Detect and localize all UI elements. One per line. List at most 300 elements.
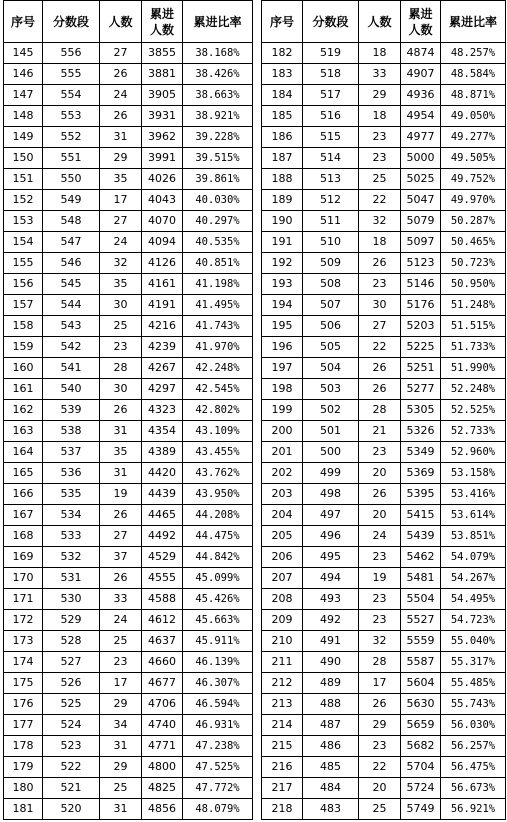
cell-seq: 167 (4, 505, 43, 526)
cell-cumulative: 4856 (142, 799, 183, 820)
table-row (4, 232, 253, 253)
table-row (262, 85, 506, 106)
cell-cumulative: 5415 (401, 505, 441, 526)
cell-seq: 156 (4, 274, 43, 295)
cell-seq: 204 (262, 505, 303, 526)
cell-cumulative: 4529 (142, 547, 183, 568)
cell-count: 24 (359, 526, 401, 547)
cell-count: 28 (359, 652, 401, 673)
cell-cumulative: 3991 (142, 148, 183, 169)
table-row (262, 421, 506, 442)
cell-count: 24 (100, 610, 142, 631)
cell-rate: 38.168% (183, 43, 253, 64)
cell-seq: 179 (4, 757, 43, 778)
cell-cumulative: 4070 (142, 211, 183, 232)
cell-rate: 49.050% (441, 106, 506, 127)
cell-rate: 53.614% (441, 505, 506, 526)
cell-score: 505 (303, 337, 359, 358)
cell-score: 488 (303, 694, 359, 715)
cell-rate: 45.099% (183, 568, 253, 589)
cell-count: 27 (100, 43, 142, 64)
table-row (262, 799, 506, 820)
cell-rate: 54.267% (441, 568, 506, 589)
cell-cumulative: 5176 (401, 295, 441, 316)
table-row (262, 64, 506, 85)
table-row (262, 715, 506, 736)
cell-score: 523 (43, 736, 100, 757)
cell-rate: 53.158% (441, 463, 506, 484)
header-seq: 序号 (262, 1, 303, 43)
cell-seq: 202 (262, 463, 303, 484)
cell-rate: 56.030% (441, 715, 506, 736)
cell-count: 27 (359, 316, 401, 337)
cell-seq: 205 (262, 526, 303, 547)
cell-score: 512 (303, 190, 359, 211)
table-row (262, 610, 506, 631)
table-row (4, 316, 253, 337)
cell-cumulative: 5123 (401, 253, 441, 274)
cell-cumulative: 4874 (401, 43, 441, 64)
cell-count: 26 (100, 505, 142, 526)
cell-seq: 154 (4, 232, 43, 253)
cell-score: 521 (43, 778, 100, 799)
cell-cumulative: 5225 (401, 337, 441, 358)
cell-seq: 148 (4, 106, 43, 127)
table-row (262, 295, 506, 316)
cell-cumulative: 4800 (142, 757, 183, 778)
score-table-right (261, 0, 506, 820)
cell-rate: 50.723% (441, 253, 506, 274)
cell-score: 506 (303, 316, 359, 337)
cell-count: 35 (100, 442, 142, 463)
table-row (262, 463, 506, 484)
table-row (262, 127, 506, 148)
cell-count: 19 (100, 484, 142, 505)
cell-rate: 48.079% (183, 799, 253, 820)
cell-count: 29 (359, 85, 401, 106)
cell-count: 27 (100, 526, 142, 547)
table-row (4, 64, 253, 85)
cell-rate: 53.851% (441, 526, 506, 547)
cell-score: 513 (303, 169, 359, 190)
cell-rate: 40.535% (183, 232, 253, 253)
cell-seq: 214 (262, 715, 303, 736)
cell-count: 20 (359, 463, 401, 484)
cell-cumulative: 4239 (142, 337, 183, 358)
cell-cumulative: 4094 (142, 232, 183, 253)
cell-seq: 211 (262, 652, 303, 673)
cell-count: 20 (359, 778, 401, 799)
header-cumulative-line2: 人数 (408, 22, 433, 37)
cell-cumulative: 4555 (142, 568, 183, 589)
cell-seq: 176 (4, 694, 43, 715)
table-row (262, 757, 506, 778)
table-row (262, 778, 506, 799)
cell-score: 494 (303, 568, 359, 589)
cell-score: 511 (303, 211, 359, 232)
cell-score: 486 (303, 736, 359, 757)
cell-count: 29 (100, 757, 142, 778)
cell-cumulative: 4126 (142, 253, 183, 274)
cell-count: 31 (100, 736, 142, 757)
cell-cumulative: 4043 (142, 190, 183, 211)
cell-cumulative: 4825 (142, 778, 183, 799)
cell-cumulative: 4588 (142, 589, 183, 610)
cell-seq: 187 (262, 148, 303, 169)
cell-seq: 188 (262, 169, 303, 190)
cell-cumulative: 5704 (401, 757, 441, 778)
table-row (4, 274, 253, 295)
cell-seq: 193 (262, 274, 303, 295)
cell-score: 503 (303, 379, 359, 400)
cell-rate: 47.525% (183, 757, 253, 778)
cell-seq: 178 (4, 736, 43, 757)
cell-seq: 151 (4, 169, 43, 190)
cell-score: 524 (43, 715, 100, 736)
header-rate: 累进比率 (441, 1, 506, 43)
cell-cumulative: 5251 (401, 358, 441, 379)
cell-rate: 55.743% (441, 694, 506, 715)
table-row (262, 253, 506, 274)
cell-rate: 49.277% (441, 127, 506, 148)
cell-count: 32 (100, 253, 142, 274)
cell-seq: 161 (4, 379, 43, 400)
cell-score: 550 (43, 169, 100, 190)
cell-seq: 158 (4, 316, 43, 337)
cell-cumulative: 4420 (142, 463, 183, 484)
cell-seq: 159 (4, 337, 43, 358)
cell-rate: 56.475% (441, 757, 506, 778)
cell-score: 532 (43, 547, 100, 568)
cell-count: 21 (359, 421, 401, 442)
cell-cumulative: 5559 (401, 631, 441, 652)
header-cumulative-line1: 累进 (408, 6, 433, 21)
cell-rate: 46.594% (183, 694, 253, 715)
cell-rate: 43.455% (183, 442, 253, 463)
cell-cumulative: 4660 (142, 652, 183, 673)
cell-count: 24 (100, 85, 142, 106)
cell-rate: 51.515% (441, 316, 506, 337)
cell-count: 34 (100, 715, 142, 736)
cell-seq: 170 (4, 568, 43, 589)
cell-seq: 157 (4, 295, 43, 316)
cell-rate: 46.931% (183, 715, 253, 736)
cell-seq: 196 (262, 337, 303, 358)
cell-score: 537 (43, 442, 100, 463)
table-body-right (262, 43, 506, 820)
cell-count: 23 (359, 148, 401, 169)
cell-seq: 199 (262, 400, 303, 421)
cell-seq: 150 (4, 148, 43, 169)
cell-count: 17 (100, 190, 142, 211)
cell-count: 23 (359, 274, 401, 295)
cell-seq: 152 (4, 190, 43, 211)
cell-seq: 164 (4, 442, 43, 463)
cell-seq: 208 (262, 589, 303, 610)
cell-score: 484 (303, 778, 359, 799)
cell-score: 483 (303, 799, 359, 820)
cell-count: 26 (359, 253, 401, 274)
cell-cumulative: 4954 (401, 106, 441, 127)
cell-rate: 41.198% (183, 274, 253, 295)
cell-score: 541 (43, 358, 100, 379)
cell-rate: 39.515% (183, 148, 253, 169)
score-table-left (3, 0, 253, 820)
cell-rate: 42.802% (183, 400, 253, 421)
cell-count: 17 (100, 673, 142, 694)
cell-rate: 46.307% (183, 673, 253, 694)
cell-rate: 42.545% (183, 379, 253, 400)
cell-rate: 46.139% (183, 652, 253, 673)
cell-rate: 52.248% (441, 379, 506, 400)
cell-cumulative: 5630 (401, 694, 441, 715)
cell-score: 531 (43, 568, 100, 589)
cell-cumulative: 3931 (142, 106, 183, 127)
cell-score: 499 (303, 463, 359, 484)
cell-cumulative: 5305 (401, 400, 441, 421)
cell-rate: 56.921% (441, 799, 506, 820)
table-row (262, 631, 506, 652)
cell-score: 525 (43, 694, 100, 715)
cell-score: 534 (43, 505, 100, 526)
cell-cumulative: 4439 (142, 484, 183, 505)
cell-cumulative: 4637 (142, 631, 183, 652)
table-header-row (4, 1, 253, 43)
table-row (4, 652, 253, 673)
cell-seq: 180 (4, 778, 43, 799)
cell-seq: 189 (262, 190, 303, 211)
table-row (4, 295, 253, 316)
cell-score: 493 (303, 589, 359, 610)
cell-rate: 49.505% (441, 148, 506, 169)
cell-rate: 43.762% (183, 463, 253, 484)
cell-count: 23 (359, 547, 401, 568)
cell-score: 501 (303, 421, 359, 442)
cell-cumulative: 3905 (142, 85, 183, 106)
cell-score: 522 (43, 757, 100, 778)
cell-rate: 41.743% (183, 316, 253, 337)
table-row (262, 358, 506, 379)
cell-cumulative: 5462 (401, 547, 441, 568)
cell-count: 37 (100, 547, 142, 568)
cell-count: 28 (100, 358, 142, 379)
table-row (4, 505, 253, 526)
cell-rate: 41.970% (183, 337, 253, 358)
table-body-left (4, 43, 253, 820)
table-row (4, 463, 253, 484)
header-seq: 序号 (4, 1, 43, 43)
table-row (4, 778, 253, 799)
cell-score: 551 (43, 148, 100, 169)
cell-score: 533 (43, 526, 100, 547)
cell-cumulative: 5439 (401, 526, 441, 547)
cell-count: 23 (100, 337, 142, 358)
cell-cumulative: 4771 (142, 736, 183, 757)
cell-seq: 192 (262, 253, 303, 274)
table-row (262, 211, 506, 232)
cell-cumulative: 4465 (142, 505, 183, 526)
cell-cumulative: 5146 (401, 274, 441, 295)
cell-count: 26 (359, 694, 401, 715)
table-row (262, 169, 506, 190)
cell-score: 496 (303, 526, 359, 547)
cell-rate: 47.238% (183, 736, 253, 757)
cell-seq: 174 (4, 652, 43, 673)
cell-count: 32 (359, 631, 401, 652)
cell-count: 35 (100, 274, 142, 295)
cell-seq: 198 (262, 379, 303, 400)
cell-seq: 216 (262, 757, 303, 778)
cell-count: 26 (100, 106, 142, 127)
cell-rate: 56.673% (441, 778, 506, 799)
table-row (4, 757, 253, 778)
cell-score: 547 (43, 232, 100, 253)
cell-count: 22 (359, 190, 401, 211)
table-row (262, 337, 506, 358)
cell-score: 519 (303, 43, 359, 64)
table-row (4, 379, 253, 400)
table-row (262, 673, 506, 694)
cell-cumulative: 3855 (142, 43, 183, 64)
cell-cumulative: 4706 (142, 694, 183, 715)
table-row (262, 274, 506, 295)
cell-rate: 55.485% (441, 673, 506, 694)
cell-count: 26 (359, 484, 401, 505)
cell-score: 517 (303, 85, 359, 106)
cell-count: 23 (359, 589, 401, 610)
cell-rate: 50.287% (441, 211, 506, 232)
table-row (4, 127, 253, 148)
cell-cumulative: 4267 (142, 358, 183, 379)
cell-count: 25 (359, 169, 401, 190)
cell-rate: 43.950% (183, 484, 253, 505)
cell-seq: 162 (4, 400, 43, 421)
cell-score: 491 (303, 631, 359, 652)
cell-count: 26 (359, 358, 401, 379)
cell-cumulative: 4907 (401, 64, 441, 85)
table-row (4, 43, 253, 64)
cell-score: 548 (43, 211, 100, 232)
cell-seq: 206 (262, 547, 303, 568)
table-row (262, 484, 506, 505)
cell-score: 518 (303, 64, 359, 85)
cell-score: 485 (303, 757, 359, 778)
cell-count: 33 (100, 589, 142, 610)
cell-count: 17 (359, 673, 401, 694)
cell-rate: 40.851% (183, 253, 253, 274)
cell-count: 29 (100, 694, 142, 715)
cell-score: 554 (43, 85, 100, 106)
cell-cumulative: 4740 (142, 715, 183, 736)
cell-score: 538 (43, 421, 100, 442)
cell-seq: 183 (262, 64, 303, 85)
table-row (262, 316, 506, 337)
cell-seq: 163 (4, 421, 43, 442)
cell-score: 536 (43, 463, 100, 484)
cell-rate: 38.663% (183, 85, 253, 106)
cell-seq: 166 (4, 484, 43, 505)
cell-cumulative: 4492 (142, 526, 183, 547)
cell-rate: 49.752% (441, 169, 506, 190)
cell-rate: 45.663% (183, 610, 253, 631)
cell-count: 26 (359, 379, 401, 400)
cell-cumulative: 5025 (401, 169, 441, 190)
cell-score: 487 (303, 715, 359, 736)
cell-count: 18 (359, 43, 401, 64)
cell-count: 29 (100, 148, 142, 169)
cell-cumulative: 5527 (401, 610, 441, 631)
cell-seq: 169 (4, 547, 43, 568)
cell-seq: 160 (4, 358, 43, 379)
cell-rate: 50.465% (441, 232, 506, 253)
cell-seq: 190 (262, 211, 303, 232)
cell-rate: 54.723% (441, 610, 506, 631)
cell-score: 495 (303, 547, 359, 568)
table-row (4, 589, 253, 610)
cell-count: 23 (359, 442, 401, 463)
cell-cumulative: 5504 (401, 589, 441, 610)
header-cumulative-line2: 人数 (149, 22, 174, 37)
cell-cumulative: 4297 (142, 379, 183, 400)
cell-score: 549 (43, 190, 100, 211)
table-row (4, 85, 253, 106)
table-row (4, 337, 253, 358)
cell-cumulative: 4354 (142, 421, 183, 442)
cell-count: 30 (100, 379, 142, 400)
cell-rate: 40.030% (183, 190, 253, 211)
cell-count: 19 (359, 568, 401, 589)
cell-rate: 48.871% (441, 85, 506, 106)
cell-seq: 191 (262, 232, 303, 253)
cell-seq: 184 (262, 85, 303, 106)
table-row (4, 715, 253, 736)
cell-cumulative: 5481 (401, 568, 441, 589)
cell-rate: 44.208% (183, 505, 253, 526)
cell-score: 515 (303, 127, 359, 148)
cell-count: 24 (100, 232, 142, 253)
cell-rate: 44.842% (183, 547, 253, 568)
cell-score: 526 (43, 673, 100, 694)
cell-cumulative: 4936 (401, 85, 441, 106)
cell-rate: 38.426% (183, 64, 253, 85)
table-row (262, 547, 506, 568)
cell-seq: 195 (262, 316, 303, 337)
table-row (4, 799, 253, 820)
cell-rate: 38.921% (183, 106, 253, 127)
cell-seq: 186 (262, 127, 303, 148)
cell-count: 28 (359, 400, 401, 421)
cell-score: 539 (43, 400, 100, 421)
cell-seq: 177 (4, 715, 43, 736)
cell-count: 31 (100, 463, 142, 484)
cell-score: 535 (43, 484, 100, 505)
cell-rate: 44.475% (183, 526, 253, 547)
cell-count: 25 (100, 778, 142, 799)
cell-cumulative: 3881 (142, 64, 183, 85)
cell-count: 27 (100, 211, 142, 232)
cell-seq: 213 (262, 694, 303, 715)
cell-rate: 51.990% (441, 358, 506, 379)
cell-score: 530 (43, 589, 100, 610)
table-row (262, 106, 506, 127)
cell-count: 23 (100, 652, 142, 673)
table-row (4, 442, 253, 463)
cell-rate: 53.416% (441, 484, 506, 505)
cell-seq: 149 (4, 127, 43, 148)
table-row (4, 253, 253, 274)
cell-seq: 201 (262, 442, 303, 463)
cell-score: 555 (43, 64, 100, 85)
